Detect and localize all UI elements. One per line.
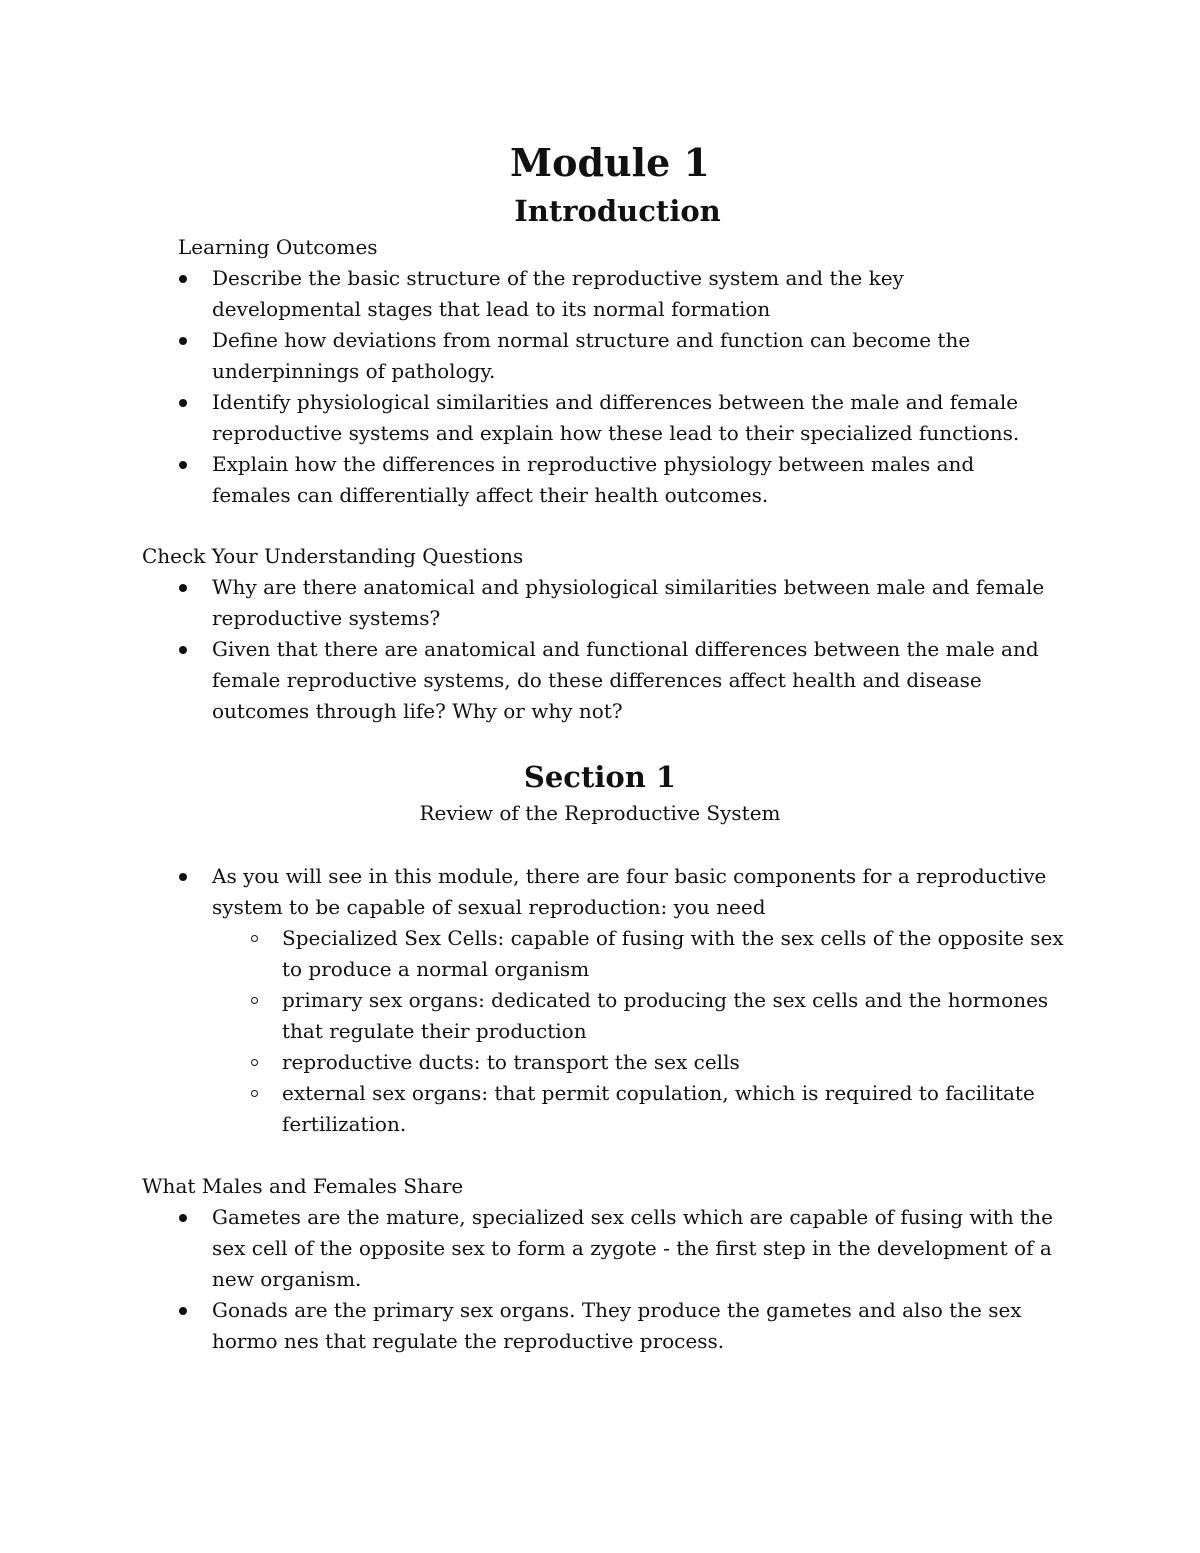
shared-heading: What Males and Females Share <box>142 1174 464 1198</box>
section1-list <box>212 861 1072 1140</box>
sub-list-item-text: Specialized Sex Cells: capable of fusing with the sex cells of the opposite sex to produce a normal organism <box>282 926 1064 981</box>
bullet-icon <box>179 461 187 469</box>
list-item <box>212 325 1038 387</box>
section-title: Section 1 <box>523 760 677 794</box>
sub-list-item <box>282 923 1072 985</box>
bullet-icon <box>179 1214 187 1222</box>
sub-list-item-text: primary sex organs: dedicated to producing the sex cells and the hormones that regulate their production <box>282 988 1049 1043</box>
list-item-text: Gonads are the primary sex organs. They produce the gametes and also the sex hormo nes that regulate the reproductive process. <box>212 1298 1022 1353</box>
list-item-text: Given that there are anatomical and functional differences between the male and female reproductive systems, do these differences affect health and disease outcomes through life? Why or why not? <box>212 637 1039 723</box>
bullet-icon <box>179 646 187 654</box>
section-subtitle: Review of the Reproductive System <box>419 801 781 825</box>
list-item <box>212 572 1070 634</box>
sub-list-item-text: external sex organs: that permit copulation, which is required to facilitate fertilization. <box>282 1081 1035 1136</box>
list-item <box>212 861 1072 1140</box>
components-list <box>282 923 1072 1140</box>
list-item-text: Gametes are the mature, specialized sex cells which are capable of fusing with the sex cell of the opposite sex to form a zygote - the first step in the development of a new organism. <box>212 1205 1053 1291</box>
list-item-text: Define how deviations from normal structure and function can become the underpinnings of pathology. <box>212 328 971 383</box>
module-subtitle: Introduction <box>514 194 721 228</box>
circle-bullet-icon <box>251 1090 258 1097</box>
bullet-icon <box>179 275 187 283</box>
sub-list-item <box>282 1047 1072 1078</box>
list-item <box>212 387 1038 449</box>
shared-list <box>212 1202 1072 1357</box>
list-item-text: Describe the basic structure of the reproductive system and the key developmental stages that lead to its normal formation <box>212 266 904 321</box>
list-item <box>212 1202 1072 1295</box>
section1-block <box>212 861 1072 1140</box>
list-item-text: Why are there anatomical and physiological similarities between male and female reproductive systems? <box>212 575 1045 630</box>
bullet-icon <box>179 873 187 881</box>
list-item <box>212 1295 1072 1357</box>
check-questions-heading: Check Your Understanding Questions <box>142 544 524 568</box>
list-item <box>212 449 1038 511</box>
shared-block <box>142 1171 1072 1357</box>
sub-list-item <box>282 985 1072 1047</box>
list-item-text: Identify physiological similarities and differences between the male and female reproductive systems and explain how these lead to their specialized functions. <box>212 390 1020 445</box>
check-questions-block <box>142 541 1070 727</box>
sub-list-item <box>282 1078 1072 1140</box>
learning-outcomes-list <box>212 263 1038 511</box>
bullet-icon <box>179 584 187 592</box>
list-item-text: As you will see in this module, there are four basic components for a reproductive system to be capable of sexual reproduction: you need <box>212 864 1047 919</box>
bullet-icon <box>179 1307 187 1315</box>
learning-outcomes-block <box>178 232 1038 511</box>
circle-bullet-icon <box>251 935 258 942</box>
list-item-text: Explain how the differences in reproductive physiology between males and females can differentially affect their health outcomes. <box>212 452 975 507</box>
module-title: Module 1 <box>510 140 710 185</box>
bullet-icon <box>179 337 187 345</box>
list-item <box>212 263 1038 325</box>
list-item <box>212 634 1070 727</box>
circle-bullet-icon <box>251 997 258 1004</box>
circle-bullet-icon <box>251 1059 258 1066</box>
bullet-icon <box>179 399 187 407</box>
check-questions-list <box>212 572 1070 727</box>
sub-list-item-text: reproductive ducts: to transport the sex cells <box>282 1050 740 1074</box>
learning-outcomes-heading: Learning Outcomes <box>178 235 378 259</box>
